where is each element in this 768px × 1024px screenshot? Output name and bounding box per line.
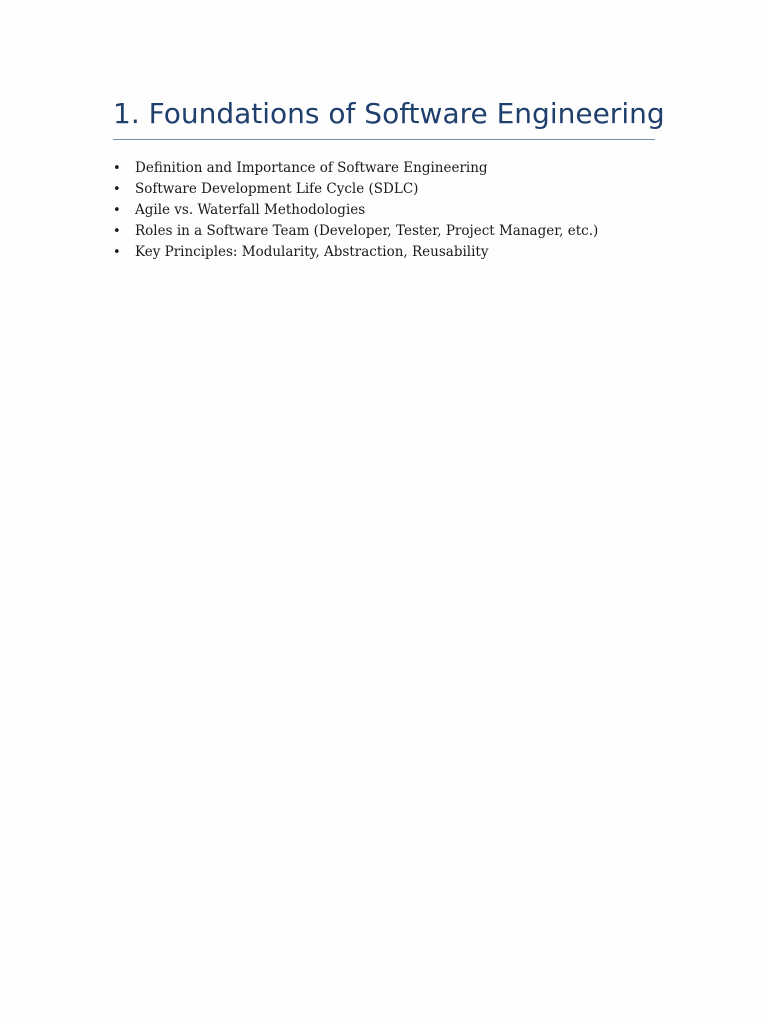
heading-underline-divider <box>113 139 655 140</box>
list-item <box>113 242 598 263</box>
list-item <box>113 179 598 200</box>
bullet-icon: • <box>113 224 121 239</box>
list-item <box>113 200 598 221</box>
bullet-icon: • <box>113 203 121 218</box>
list-item-text: Agile vs. Waterfall Methodologies <box>135 202 366 218</box>
topic-bullet-list <box>113 158 598 263</box>
list-item-text: Roles in a Software Team (Developer, Tester, Project Manager, etc.) <box>135 223 599 239</box>
list-item <box>113 158 598 179</box>
bullet-icon: • <box>113 182 121 197</box>
list-item-text: Software Development Life Cycle (SDLC) <box>135 181 419 197</box>
list-item <box>113 221 598 242</box>
bullet-icon: • <box>113 161 121 176</box>
bullet-icon: • <box>113 245 121 260</box>
list-item-text: Definition and Importance of Software Engineering <box>135 160 488 176</box>
section-heading: 1. Foundations of Software Engineering <box>113 97 665 130</box>
list-item-text: Key Principles: Modularity, Abstraction, Reusability <box>135 244 489 260</box>
